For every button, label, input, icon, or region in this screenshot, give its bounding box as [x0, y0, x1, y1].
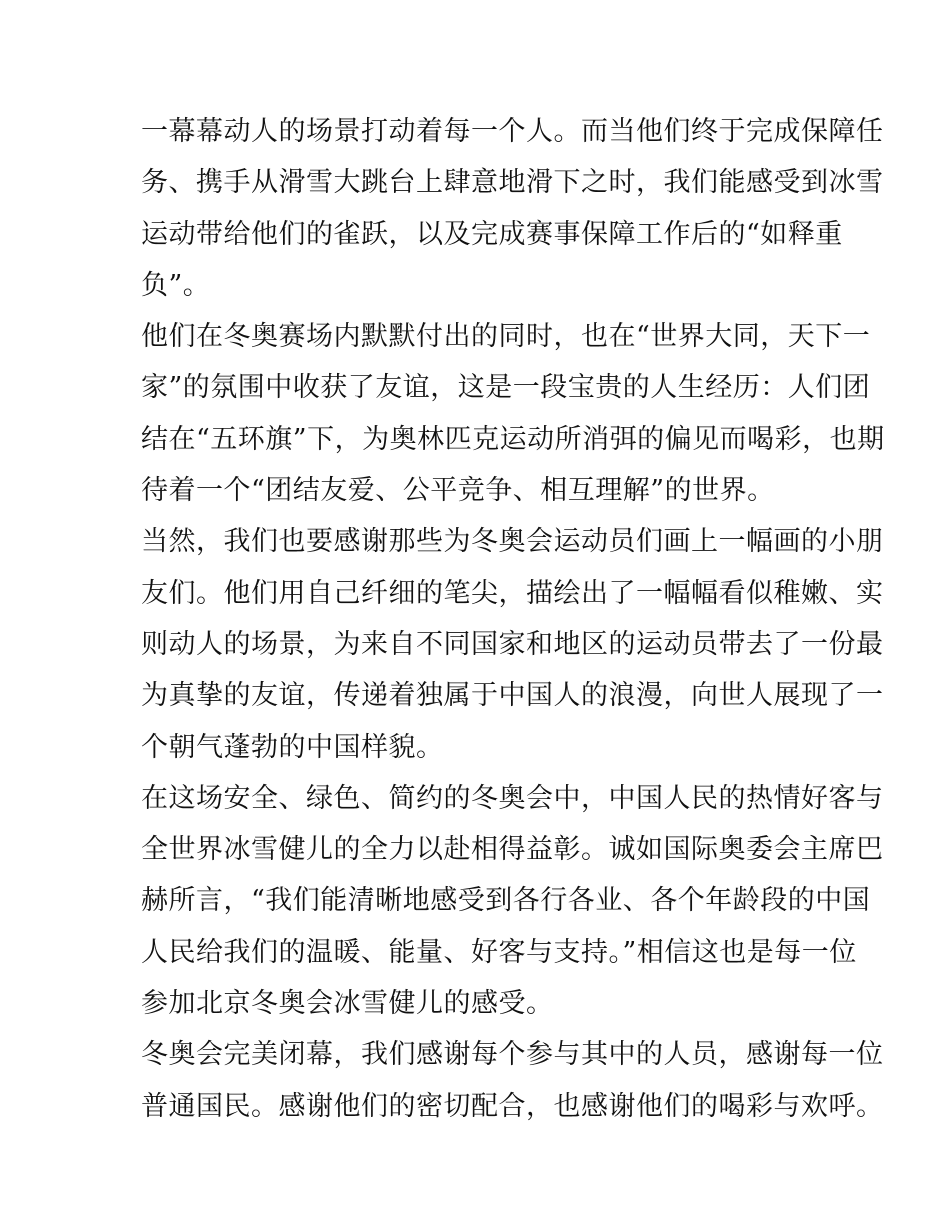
text-line: 运动带给他们的雀跃，以及完成赛事保障工作后的“如释重 — [141, 218, 843, 250]
text-line: 他们在冬奥赛场内默默付出的同时，也在“世界大同，天下一 — [141, 321, 871, 353]
text-line: 全世界冰雪健儿的全力以赴相得益彰。诚如国际奥委会主席巴 — [141, 834, 884, 866]
text-line: 务、携手从滑雪大跳台上肆意地滑下之时，我们能感受到冰雪 — [141, 167, 884, 199]
text-line: 则动人的场景，为来自不同国家和地区的运动员带去了一份最 — [141, 628, 884, 660]
text-line: 友们。他们用自己纤细的笔尖，描绘出了一幅幅看似稚嫩、实 — [141, 577, 884, 609]
text-line: 在这场安全、绿色、简约的冬奥会中，中国人民的热情好客与 — [141, 782, 884, 814]
paragraph-4 — [141, 773, 884, 1029]
text-line: 人民给我们的温暖、能量、好客与支持。”相信这也是每一位 — [141, 936, 857, 968]
text-line: 当然，我们也要感谢那些为冬奥会运动员们画上一幅画的小朋 — [141, 526, 884, 558]
text-line: 参加北京冬奥会冰雪健儿的感受。 — [141, 988, 554, 1020]
text-line: 家”的氛围中收获了友谊，这是一段宝贵的人生经历：人们团 — [141, 372, 871, 404]
text-line: 为真挚的友谊，传递着独属于中国人的浪漫，向世人展现了一 — [141, 680, 884, 712]
text-line: 冬奥会完美闭幕，我们感谢每个参与其中的人员，感谢每一位 — [141, 1039, 884, 1071]
text-line: 待着一个“团结友爱、公平竞争、相互理解”的世界。 — [141, 475, 775, 507]
text-line: 普通国民。感谢他们的密切配合，也感谢他们的喝彩与欢呼。 — [141, 1090, 884, 1122]
text-line: 个朝气蓬勃的中国样貌。 — [141, 731, 444, 763]
text-line: 结在“五环旗”下，为奥林匹克运动所消弭的偏见而喝彩，也期 — [141, 423, 885, 455]
paragraph-2 — [141, 311, 885, 516]
text-line: 负”。 — [141, 269, 211, 301]
paragraph-3 — [141, 516, 884, 772]
text-line: 一幕幕动人的场景打动着每一个人。而当他们终于完成保障任 — [141, 116, 884, 147]
paragraph-5 — [141, 1029, 884, 1132]
text-line: 赫所言，“我们能清晰地感受到各行各业、各个年龄段的中国 — [141, 885, 871, 917]
paragraph-1 — [141, 106, 884, 311]
